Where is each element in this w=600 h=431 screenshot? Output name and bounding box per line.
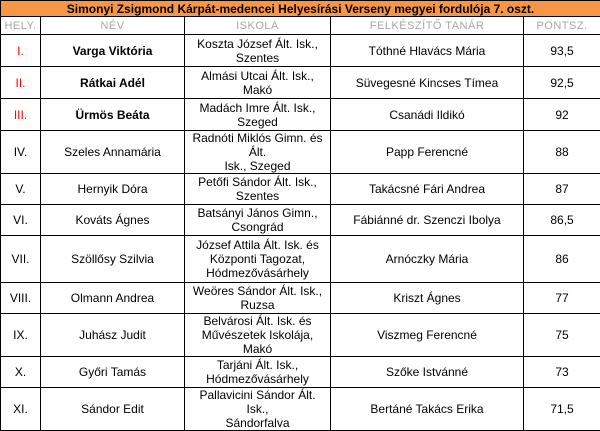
rank-cell: VII. xyxy=(1,236,41,283)
school-line: Hódmezővásárhely xyxy=(206,372,309,386)
points-cell: 77 xyxy=(524,283,600,314)
school-cell xyxy=(185,205,331,236)
rank-cell: VIII. xyxy=(1,283,41,314)
school-line: Koszta József Ált. Isk., xyxy=(197,37,318,51)
school-line: Központi Tagozat, xyxy=(210,252,305,266)
school-cell xyxy=(185,236,331,283)
header-rank: HELY. xyxy=(1,17,41,35)
school-cell xyxy=(185,357,331,388)
school-cell xyxy=(185,283,331,314)
rank-cell: I. xyxy=(1,35,41,67)
school-line: Isk., Szeged xyxy=(224,159,290,173)
points-cell: 92,5 xyxy=(524,67,600,99)
points-cell: 88 xyxy=(524,131,600,174)
rank-cell: IX. xyxy=(1,314,41,357)
school-cell xyxy=(185,35,331,67)
teacher-cell: Tóthné Hlavács Mária xyxy=(331,35,524,67)
teacher-cell: Szőke Istvánné xyxy=(331,357,524,388)
school-cell xyxy=(185,131,331,174)
school-line: Tarjáni Ált. Isk., xyxy=(217,358,298,372)
header-school: ISKOLA xyxy=(185,17,331,35)
header-teacher: FELKÉSZÍTŐ TANÁR xyxy=(331,17,524,35)
teacher-cell: Viszmeg Ferencné xyxy=(331,314,524,357)
points-cell: 93,5 xyxy=(524,35,600,67)
rank-cell: XI. xyxy=(1,388,41,431)
school-line: Almási Utcai Ált. Isk., xyxy=(201,69,314,83)
table-row xyxy=(1,388,600,431)
title-row xyxy=(1,1,600,17)
table-row xyxy=(1,131,600,174)
name-cell: Kováts Ágnes xyxy=(41,205,185,236)
teacher-cell: Bertáné Takács Erika xyxy=(331,388,524,431)
table-row xyxy=(1,236,600,283)
teacher-cell: Arnóczky Mária xyxy=(331,236,524,283)
school-line: Radnóti Miklós Gimn. és Ált. xyxy=(192,131,322,159)
points-cell: 87 xyxy=(524,174,600,205)
school-line: Hódmezővásárhely xyxy=(206,266,309,280)
name-cell: Hernyik Dóra xyxy=(41,174,185,205)
school-line: Ruzsa xyxy=(240,298,274,312)
school-line: Belvárosi Ált. Isk. és xyxy=(203,314,311,328)
points-cell: 86 xyxy=(524,236,600,283)
points-cell: 71,5 xyxy=(524,388,600,431)
table-row xyxy=(1,357,600,388)
table-row xyxy=(1,174,600,205)
rank-cell: VI. xyxy=(1,205,41,236)
school-line: Weöres Sándor Ált. Isk., xyxy=(193,284,322,298)
name-cell: Juhász Judit xyxy=(41,314,185,357)
rank-cell: V. xyxy=(1,174,41,205)
table-row xyxy=(1,283,600,314)
teacher-cell: Kriszt Ágnes xyxy=(331,283,524,314)
table-title: Simonyi Zsigmond Kárpát-medencei Helyesírási Verseny megyei fordulója 7. oszt. xyxy=(1,1,600,17)
school-line: Makó xyxy=(243,83,272,97)
teacher-cell: Csanádi Ildikó xyxy=(331,99,524,131)
points-cell: 86,5 xyxy=(524,205,600,236)
table-row xyxy=(1,99,600,131)
school-cell: Madách Imre Ált. Isk., Szeged xyxy=(185,99,331,131)
name-cell: Győri Tamás xyxy=(41,357,185,388)
name-cell: Ürmös Beáta xyxy=(41,99,185,131)
rank-cell: III. xyxy=(1,99,41,131)
school-line: Művészetek Iskolája, Makó xyxy=(202,328,313,356)
header-points: PONTSZ. xyxy=(524,17,600,35)
points-cell: 92 xyxy=(524,99,600,131)
points-cell: 73 xyxy=(524,357,600,388)
school-cell xyxy=(185,388,331,431)
name-cell: Szöllősy Szilvia xyxy=(41,236,185,283)
name-cell: Rátkai Adél xyxy=(41,67,185,99)
name-cell: Szeles Annamária xyxy=(41,131,185,174)
school-line: Petőfi Sándor Ált. Isk., xyxy=(198,175,317,189)
teacher-cell: Takácsné Fári Andrea xyxy=(331,174,524,205)
rank-cell: X. xyxy=(1,357,41,388)
points-cell: 75 xyxy=(524,314,600,357)
teacher-cell: Papp Ferencné xyxy=(331,131,524,174)
school-line: Szentes xyxy=(236,51,279,65)
name-cell: Sándor Edit xyxy=(41,388,185,431)
school-line: Batsányi János Gimn., xyxy=(197,206,317,220)
school-cell xyxy=(185,174,331,205)
name-cell: Olmann Andrea xyxy=(41,283,185,314)
table-row xyxy=(1,314,600,357)
table-row xyxy=(1,67,600,99)
rank-cell: II. xyxy=(1,67,41,99)
school-line: Csongrád xyxy=(231,220,283,234)
school-line: József Attila Ált. Isk. és xyxy=(196,238,319,252)
teacher-cell: Fábiánné dr. Szenczi Ibolya xyxy=(331,205,524,236)
teacher-cell: Süvegesné Kincses Tímea xyxy=(331,67,524,99)
school-cell xyxy=(185,314,331,357)
school-line: Pallavicini Sándor Ált. Isk., xyxy=(199,388,315,416)
table-row xyxy=(1,205,600,236)
header-row xyxy=(1,17,600,35)
rank-cell: IV. xyxy=(1,131,41,174)
school-line: Szentes xyxy=(236,189,279,203)
table-row xyxy=(1,35,600,67)
school-line: Sándorfalva xyxy=(225,416,289,430)
school-cell xyxy=(185,67,331,99)
name-cell: Varga Viktória xyxy=(41,35,185,67)
header-name: NÉV xyxy=(41,17,185,35)
